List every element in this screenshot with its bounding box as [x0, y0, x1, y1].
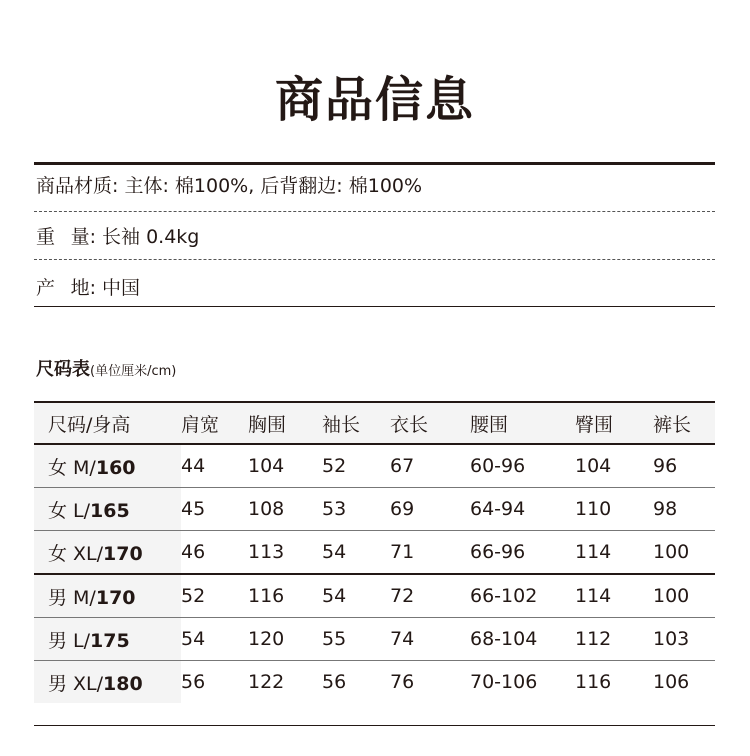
- table-row: [34, 531, 715, 575]
- table-cell: 67: [390, 455, 415, 477]
- table-cell: 66-96: [470, 541, 526, 563]
- size-height: 175: [90, 629, 130, 652]
- table-cell: 98: [653, 498, 678, 520]
- column-header: 袖长: [322, 413, 361, 436]
- size-table: [34, 401, 715, 703]
- size-gender: 男 M/: [48, 586, 96, 609]
- table-cell: 70-106: [470, 671, 538, 693]
- table-row: [34, 488, 715, 531]
- table-cell: 46: [181, 541, 206, 563]
- size-height: 170: [95, 586, 136, 609]
- table-cell: 52: [322, 455, 347, 477]
- table-cell: 116: [575, 671, 612, 693]
- size-cell: [34, 444, 181, 488]
- column-header: 裤长: [653, 413, 692, 436]
- table-cell: 114: [575, 585, 612, 607]
- table-cell: 56: [322, 671, 347, 693]
- size-cell: [34, 618, 181, 661]
- table-row: [34, 444, 715, 488]
- info-row-weight: [36, 222, 199, 252]
- table-cell: 69: [390, 498, 415, 520]
- table-cell: 108: [248, 498, 285, 520]
- size-gender: 男 XL/: [48, 672, 104, 695]
- size-chart-unit: (单位厘米/cm): [90, 364, 177, 379]
- origin-label-char: 地:: [70, 277, 96, 299]
- info-bottom-rule: [34, 306, 715, 307]
- table-cell: 60-96: [470, 455, 526, 477]
- table-cell: 72: [390, 585, 415, 607]
- info-divider: [34, 211, 715, 212]
- table-row: [34, 618, 715, 661]
- weight-label-char: 量:: [70, 226, 96, 248]
- material-value: 主体: 棉100%, 后背翻边: 棉100%: [124, 175, 423, 197]
- weight-value: 长袖 0.4kg: [102, 226, 200, 248]
- table-cell: 110: [575, 498, 612, 520]
- table-cell: 104: [248, 455, 285, 477]
- origin-value: 中国: [102, 277, 141, 299]
- table-cell: 100: [653, 541, 690, 563]
- table-cell: 44: [181, 455, 206, 477]
- origin-label-char: 产: [36, 277, 56, 299]
- origin-label: [36, 273, 96, 303]
- table-cell: 76: [390, 671, 415, 693]
- size-gender: 女 XL/: [48, 542, 104, 565]
- size-gender: 女 M/: [48, 456, 96, 479]
- table-cell: 112: [575, 628, 612, 650]
- table-cell: 55: [322, 628, 347, 650]
- table-cell: 106: [653, 671, 690, 693]
- column-header: 胸围: [248, 413, 287, 436]
- table-cell: 122: [248, 671, 285, 693]
- size-chart-heading: [36, 356, 176, 386]
- size-cell: [34, 574, 181, 618]
- size-cell: [34, 531, 181, 575]
- size-height: 160: [95, 456, 136, 479]
- table-cell: 114: [575, 541, 612, 563]
- table-cell: 113: [248, 541, 285, 563]
- table-cell: 56: [181, 671, 206, 693]
- table-cell: 54: [181, 628, 206, 650]
- info-row-material: [36, 171, 422, 201]
- info-row-origin: [36, 273, 140, 303]
- table-cell: 96: [653, 455, 678, 477]
- table-cell: 45: [181, 498, 206, 520]
- size-height: 170: [103, 542, 143, 565]
- table-cell: 66-102: [470, 585, 538, 607]
- weight-label: [36, 222, 96, 252]
- table-cell: 116: [248, 585, 285, 607]
- table-cell: 54: [322, 541, 347, 563]
- column-header: 臀围: [575, 413, 614, 436]
- table-cell: 71: [390, 541, 415, 563]
- page-title: 商品信息: [274, 72, 475, 128]
- table-cell: 100: [653, 585, 690, 607]
- column-header: 尺码/身高: [34, 402, 181, 444]
- table-cell: 103: [653, 628, 690, 650]
- material-label: 商品材质:: [36, 175, 119, 197]
- table-header-row: [34, 402, 715, 444]
- weight-label-char: 重: [36, 226, 56, 248]
- size-chart-title: 尺码表: [36, 359, 90, 380]
- info-divider: [34, 259, 715, 260]
- size-gender: 男 L/: [48, 629, 91, 652]
- size-cell: [34, 661, 181, 704]
- table-row: [34, 661, 715, 704]
- table-cell: 54: [322, 585, 347, 607]
- info-top-rule: [34, 162, 715, 165]
- table-cell: 64-94: [470, 498, 526, 520]
- table-cell: 68-104: [470, 628, 538, 650]
- column-header: 肩宽: [181, 413, 220, 436]
- table-bottom-rule: [34, 725, 715, 726]
- size-cell: [34, 488, 181, 531]
- table-cell: 74: [390, 628, 415, 650]
- column-header: 衣长: [390, 413, 429, 436]
- size-height: 165: [90, 499, 130, 522]
- size-gender: 女 L/: [48, 499, 91, 522]
- column-header: 腰围: [470, 413, 509, 436]
- table-row: [34, 574, 715, 618]
- table-cell: 52: [181, 585, 206, 607]
- table-cell: 53: [322, 498, 347, 520]
- table-cell: 104: [575, 455, 612, 477]
- size-height: 180: [103, 672, 143, 695]
- table-cell: 120: [248, 628, 285, 650]
